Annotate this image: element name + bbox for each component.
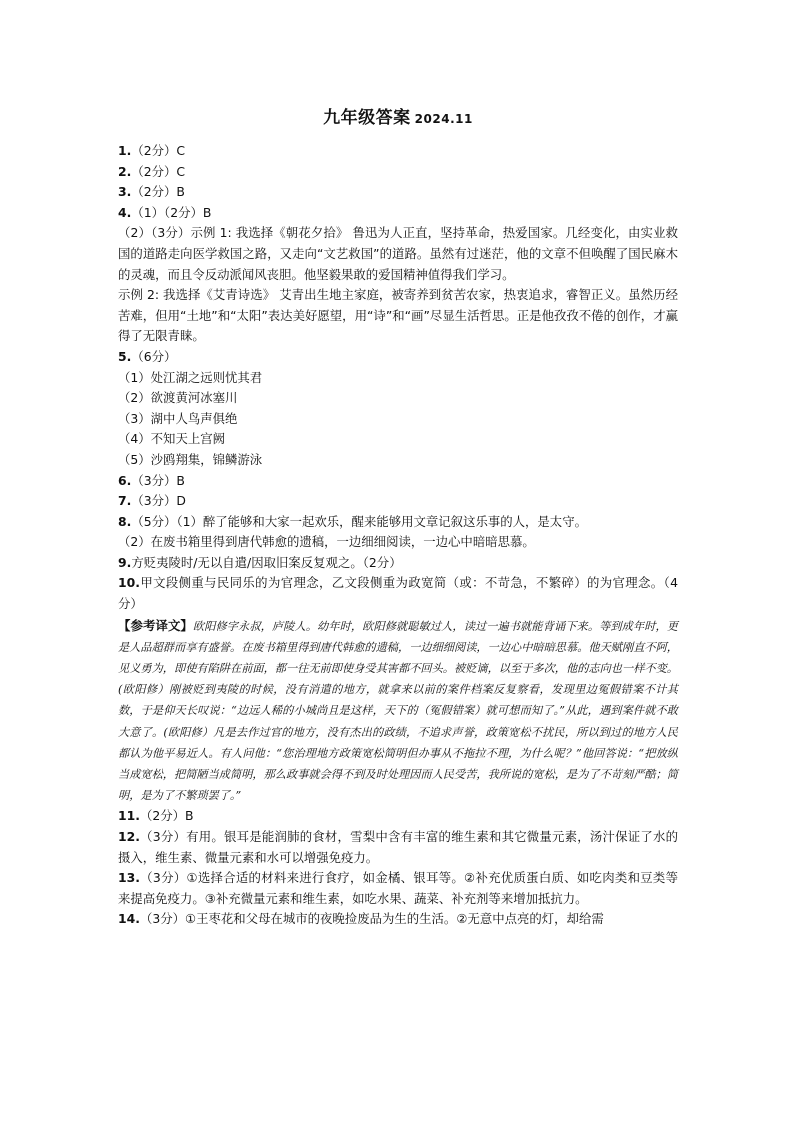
answer-text: （3分）①王枣花和父母在城市的夜晚捡废品为生的生活。②无意中点亮的灯，却给需 [139, 911, 604, 927]
answer-item [118, 141, 678, 162]
answer-text: 甲文段侧重与民同乐的为官理念，乙文段侧重为政宽简（或：不苛急，不繁碎）的为官理念。（4分） [118, 575, 678, 612]
answer-item [118, 409, 678, 430]
answer-text: 示例 2: 我选择《艾青诗选》 艾青出生地主家庭，被寄养到贫苦农家，热衷追求，睿智正义。虽然历经苦难，但用“土地”和“太阳”表达美好愿望，用“诗”和“画”尽显生活哲思。正是他孜孜不倦的创作，才赢得了无限青睐。 [118, 287, 678, 344]
answer-number: 10. [118, 575, 140, 591]
answer-number: 14. [118, 911, 140, 927]
answer-item [118, 512, 678, 533]
answer-text: 欧阳修字永叔，庐陵人。幼年时，欧阳修就聪敏过人，读过一遍书就能背诵下来。等到成年时，更是人品超群而享有盛誉。在废书箱里得到唐代韩愈的遗稿，一边细细阅读，一边心中暗暗思慕。他天赋刚直不阿，见义勇为，即使有陷阱在前面，都一往无前即使身受其害都不回头。被贬谪，以至于多次，他的志向也一样不变。(欧阳修）刚被贬到夷陵的时候，没有消遣的地方，就拿来以前的案件档案反复察看，发现里边冤假错案不计其数，于是仰天长叹说：“边远人稀的小城尚且是这样，天下的（冤假错案）就可想而知了。”从此，遇到案件就不敢大意了。(欧阳修）凡是去作过官的地方，没有杰出的政绩，不追求声誉，政策宽松不扰民，所以到过的地方人民都认为他平易近人。有人问他：“您治理地方政策宽松简明但办事从不拖拉不理，为什么呢？”他回答说：“把放纵当成宽松，把简陋当成简明，那么政事就会得不到及时处理因而人民受苦，我所说的宽松，是为了不苛刻严酷；简明，是为了不繁琐罢了。” [118, 619, 678, 803]
answer-item [118, 491, 678, 512]
answer-text: （2）在废书箱里得到唐代韩愈的遗稿，一边细细阅读，一边心中暗暗思慕。 [118, 534, 535, 550]
answer-number: 7. [118, 493, 132, 509]
answer-text: （3分）①选择合适的材料来进行食疗，如金橘、银耳等。②补充优质蛋白质、如吃肉类和豆类等来提高免疫力。③补充微量元素和维生素，如吃水果、蔬菜、补充剂等来增加抵抗力。 [118, 870, 678, 906]
answer-text: （2分）B [139, 808, 194, 824]
answer-item [118, 223, 678, 285]
answer-number: 4. [118, 204, 132, 220]
answer-number: 6. [118, 472, 132, 488]
title-text: 九年级答案 [323, 108, 411, 128]
answer-text: （6分） [131, 348, 177, 364]
answer-text: （1）（2分）B [131, 204, 212, 220]
translation-tag: 【参考译文】 [118, 617, 193, 633]
answer-text: （2分）B [131, 184, 185, 200]
answer-text: （3分）有用。银耳是能润肺的食材，雪梨中含有丰富的维生素和其它微量元素，汤汁保证了水的摄入，维生素、微量元素和水可以增强免疫力。 [118, 829, 678, 865]
answer-text: （2）欲渡黄河冰塞川 [118, 390, 238, 406]
answer-text: （2分）C [131, 163, 186, 179]
answer-item [118, 285, 678, 347]
answer-text: （1）处江湖之远则忧其君 [118, 369, 263, 385]
answer-item [118, 203, 678, 224]
answer-text: 方贬夷陵时/无以自遣/因取旧案反复观之。（2分） [131, 554, 402, 570]
answer-text: （2分）C [131, 143, 186, 158]
answer-number: 9. [118, 554, 132, 570]
answer-item [118, 162, 678, 183]
answer-document [118, 108, 678, 930]
answer-number: 13. [118, 870, 140, 886]
answer-item [118, 182, 678, 203]
title-date: 2024.11 [414, 112, 473, 126]
answer-text: （3）湖中人鸟声俱绝 [118, 410, 238, 426]
answer-item [118, 553, 678, 574]
reference-translation [118, 615, 678, 807]
answer-text: （4）不知天上宫阙 [118, 431, 226, 447]
answer-item [118, 868, 678, 909]
answer-text: （5）沙鸥翔集，锦鳞游泳 [118, 451, 263, 467]
document-title [118, 108, 678, 129]
answer-item [118, 532, 678, 553]
answer-item [118, 471, 678, 492]
answer-text: （5分）（1）醉了能够和大家一起欢乐，醒来能够用文章记叙这乐事的人，是太守。 [131, 513, 587, 529]
answer-item [118, 368, 678, 389]
answer-item [118, 827, 678, 868]
answer-item [118, 429, 678, 450]
answer-number: 3. [118, 184, 132, 200]
answer-text: （3分）B [131, 472, 185, 488]
answer-item [118, 806, 678, 827]
answer-number: 1. [118, 143, 132, 158]
answer-list [118, 141, 678, 930]
answer-item [118, 347, 678, 368]
answer-number: 5. [118, 348, 132, 364]
answer-number: 11. [118, 808, 140, 824]
answer-text: （2）（3分）示例 1: 我选择《朝花夕拾》 鲁迅为人正直，坚持革命，热爱国家。几经变化，由实业救国的道路走向医学救国之路，又走向“文艺救国”的道路。虽然有过迷茫，他的文章不但唤醒了国民麻木的灵魂，而且令反动派闻风丧胆。他坚毅果敢的爱国精神值得我们学习。 [118, 225, 678, 282]
answer-number: 12. [118, 829, 140, 845]
answer-number: 2. [118, 163, 132, 179]
answer-number: 8. [118, 513, 132, 529]
answer-item [118, 450, 678, 471]
answer-item [118, 388, 678, 409]
answer-text: （3分）D [131, 493, 186, 509]
answer-item [118, 909, 678, 930]
answer-item [118, 573, 678, 614]
